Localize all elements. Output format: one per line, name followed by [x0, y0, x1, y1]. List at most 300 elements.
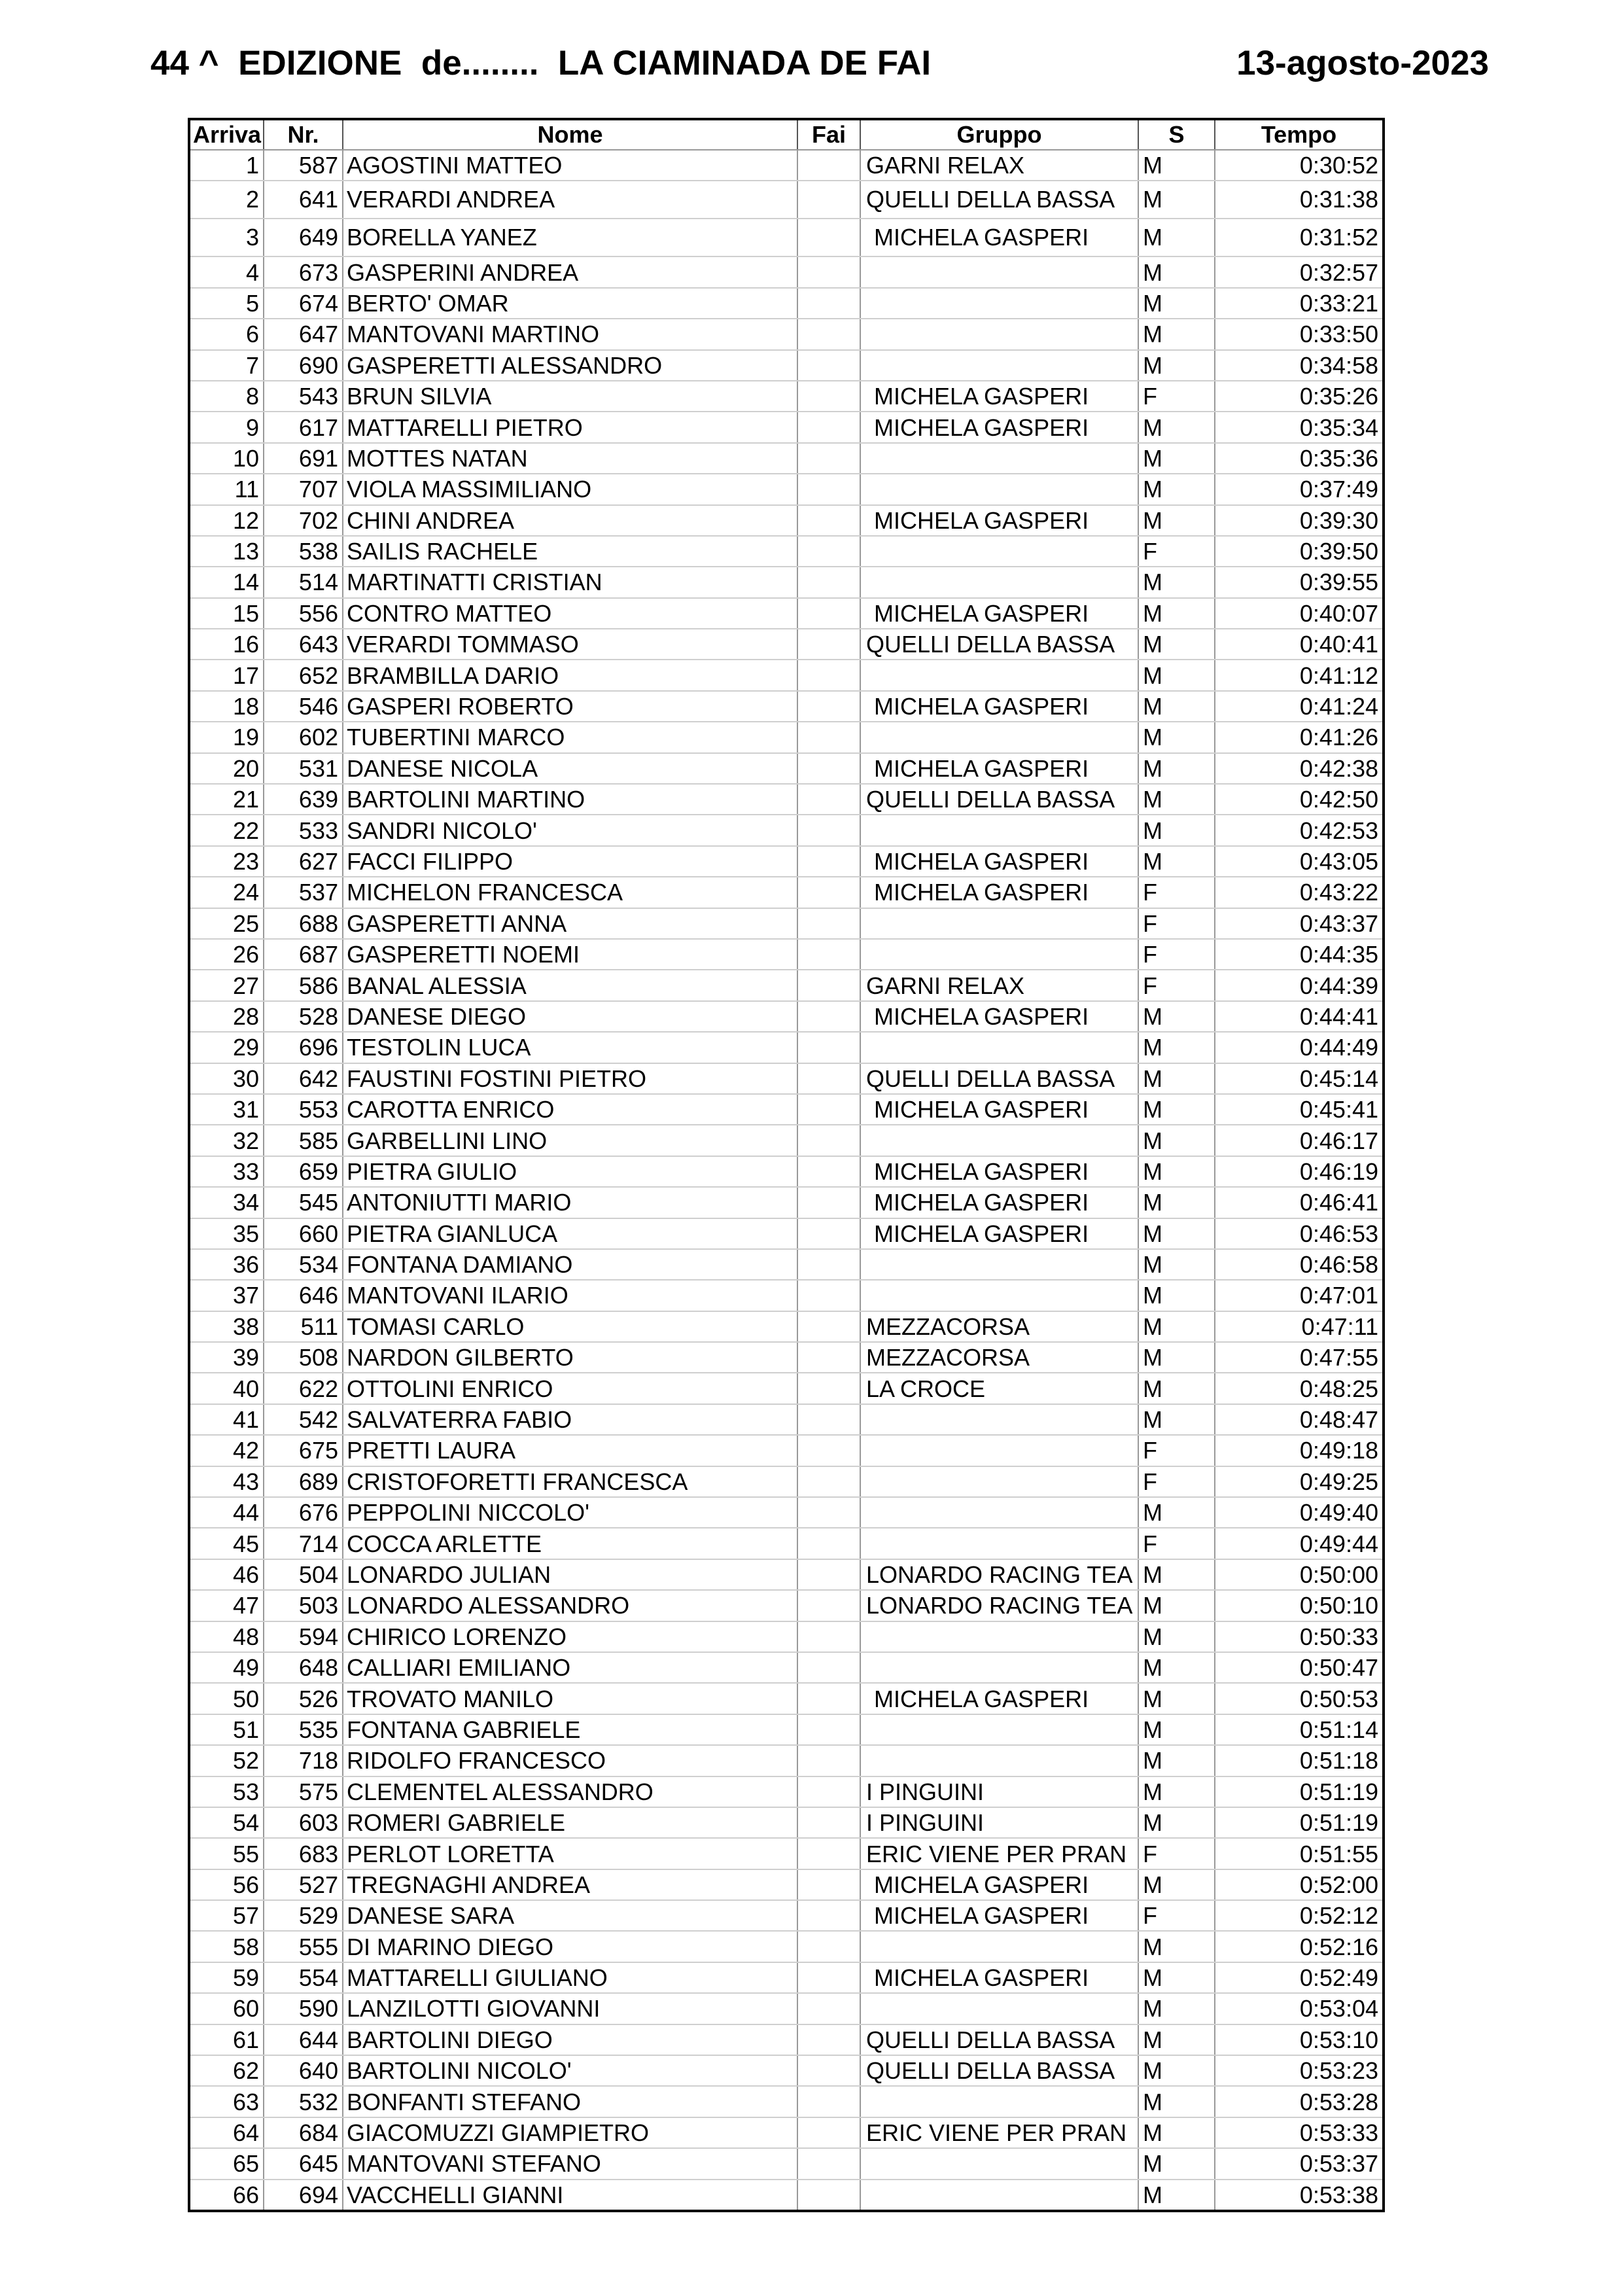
cell-nome: BRAMBILLA DARIO — [343, 660, 797, 690]
cell-sesso: M — [1138, 1094, 1215, 1125]
cell-nome: CALLIARI EMILIANO — [343, 1652, 797, 1683]
cell-nr: 683 — [264, 1838, 343, 1869]
cell-arrivo: 60 — [189, 1993, 264, 2024]
cell-arrivo: 34 — [189, 1187, 264, 1218]
cell-gruppo: MICHELA GASPERI — [860, 1683, 1138, 1714]
table-header-row — [189, 119, 1384, 150]
cell-fai — [797, 2148, 860, 2179]
cell-tempo: 0:51:18 — [1215, 1745, 1384, 1776]
col-header-arrivo: Arriva — [189, 119, 264, 150]
cell-nome: VACCHELLI GIANNI — [343, 2180, 797, 2211]
cell-nome: TUBERTINI MARCO — [343, 722, 797, 752]
cell-fai — [797, 2055, 860, 2086]
results-body — [189, 150, 1384, 2211]
cell-arrivo: 15 — [189, 598, 264, 629]
cell-nome: VERARDI ANDREA — [343, 181, 797, 219]
cell-arrivo: 64 — [189, 2117, 264, 2148]
cell-nr: 694 — [264, 2180, 343, 2211]
cell-nr: 649 — [264, 219, 343, 256]
table-row — [189, 1838, 1384, 1869]
cell-tempo: 0:47:11 — [1215, 1311, 1384, 1342]
cell-nr: 714 — [264, 1528, 343, 1559]
cell-arrivo: 62 — [189, 2055, 264, 2086]
cell-fai — [797, 256, 860, 287]
cell-sesso: M — [1138, 2180, 1215, 2211]
cell-fai — [797, 474, 860, 504]
cell-fai — [797, 181, 860, 219]
table-row — [189, 1466, 1384, 1497]
cell-sesso: M — [1138, 1652, 1215, 1683]
cell-sesso: M — [1138, 1063, 1215, 1094]
table-row — [189, 381, 1384, 412]
cell-arrivo: 57 — [189, 1900, 264, 1931]
cell-tempo: 0:42:50 — [1215, 784, 1384, 815]
cell-nr: 553 — [264, 1094, 343, 1125]
table-row — [189, 1156, 1384, 1187]
cell-sesso: F — [1138, 1838, 1215, 1869]
cell-nome: NARDON GILBERTO — [343, 1342, 797, 1373]
cell-tempo: 0:50:33 — [1215, 1621, 1384, 1652]
cell-sesso: M — [1138, 2024, 1215, 2055]
cell-sesso: M — [1138, 1001, 1215, 1032]
cell-nr: 545 — [264, 1187, 343, 1218]
cell-arrivo: 47 — [189, 1590, 264, 1621]
cell-nome: PERLOT LORETTA — [343, 1838, 797, 1869]
cell-nome: CLEMENTEL ALESSANDRO — [343, 1776, 797, 1807]
cell-tempo: 0:51:19 — [1215, 1807, 1384, 1838]
cell-fai — [797, 722, 860, 752]
cell-nr: 622 — [264, 1373, 343, 1404]
cell-gruppo: MICHELA GASPERI — [860, 598, 1138, 629]
cell-gruppo — [860, 1280, 1138, 1311]
cell-nome: PIETRA GIULIO — [343, 1156, 797, 1187]
cell-gruppo: QUELLI DELLA BASSA — [860, 2024, 1138, 2055]
cell-fai — [797, 691, 860, 722]
cell-fai — [797, 567, 860, 597]
cell-fai — [797, 1714, 860, 1745]
col-header-nr: Nr. — [264, 119, 343, 150]
cell-sesso: M — [1138, 1342, 1215, 1373]
cell-gruppo: QUELLI DELLA BASSA — [860, 1063, 1138, 1094]
cell-sesso: M — [1138, 722, 1215, 752]
cell-gruppo — [860, 1652, 1138, 1683]
cell-gruppo — [860, 443, 1138, 474]
cell-tempo: 0:44:41 — [1215, 1001, 1384, 1032]
cell-nome: DANESE SARA — [343, 1900, 797, 1931]
table-row — [189, 1714, 1384, 1745]
cell-sesso: M — [1138, 319, 1215, 349]
cell-nr: 646 — [264, 1280, 343, 1311]
cell-nome: CHIRICO LORENZO — [343, 1621, 797, 1652]
cell-nr: 555 — [264, 1931, 343, 1962]
cell-tempo: 0:31:52 — [1215, 219, 1384, 256]
cell-fai — [797, 1156, 860, 1187]
cell-sesso: M — [1138, 1714, 1215, 1745]
cell-fai — [797, 2024, 860, 2055]
cell-nr: 689 — [264, 1466, 343, 1497]
cell-tempo: 0:46:17 — [1215, 1125, 1384, 1156]
cell-gruppo — [860, 1745, 1138, 1776]
cell-tempo: 0:39:30 — [1215, 505, 1384, 536]
cell-arrivo: 56 — [189, 1869, 264, 1900]
cell-nome: MANTOVANI STEFANO — [343, 2148, 797, 2179]
table-row — [189, 970, 1384, 1000]
cell-fai — [797, 350, 860, 381]
cell-fai — [797, 660, 860, 690]
table-row — [189, 1063, 1384, 1094]
table-row — [189, 1373, 1384, 1404]
cell-arrivo: 58 — [189, 1931, 264, 1962]
cell-fai — [797, 1683, 860, 1714]
cell-nome: GASPERETTI ALESSANDRO — [343, 350, 797, 381]
cell-sesso: M — [1138, 629, 1215, 660]
cell-gruppo — [860, 1466, 1138, 1497]
cell-sesso: M — [1138, 1156, 1215, 1187]
cell-gruppo: ERIC VIENE PER PRAN — [860, 1838, 1138, 1869]
cell-fai — [797, 815, 860, 845]
cell-nr: 647 — [264, 319, 343, 349]
cell-sesso: M — [1138, 1931, 1215, 1962]
cell-nome: OTTOLINI ENRICO — [343, 1373, 797, 1404]
cell-sesso: F — [1138, 1528, 1215, 1559]
cell-nr: 645 — [264, 2148, 343, 2179]
cell-arrivo: 32 — [189, 1125, 264, 1156]
cell-nr: 652 — [264, 660, 343, 690]
cell-fai — [797, 1311, 860, 1342]
cell-gruppo: LONARDO RACING TEA — [860, 1559, 1138, 1590]
cell-gruppo: MICHELA GASPERI — [860, 846, 1138, 877]
cell-nome: PIETRA GIANLUCA — [343, 1218, 797, 1249]
col-header-fai: Fai — [797, 119, 860, 150]
table-row — [189, 1218, 1384, 1249]
cell-fai — [797, 381, 860, 412]
cell-tempo: 0:50:10 — [1215, 1590, 1384, 1621]
cell-nome: GASPERI ROBERTO — [343, 691, 797, 722]
cell-tempo: 0:41:12 — [1215, 660, 1384, 690]
cell-nr: 690 — [264, 350, 343, 381]
cell-sesso: M — [1138, 2086, 1215, 2117]
cell-sesso: M — [1138, 412, 1215, 442]
cell-tempo: 0:51:55 — [1215, 1838, 1384, 1869]
table-row — [189, 2148, 1384, 2179]
cell-sesso: M — [1138, 1187, 1215, 1218]
cell-arrivo: 22 — [189, 815, 264, 845]
cell-tempo: 0:43:22 — [1215, 877, 1384, 908]
table-row — [189, 474, 1384, 504]
cell-sesso: F — [1138, 939, 1215, 970]
cell-arrivo: 43 — [189, 1466, 264, 1497]
cell-nr: 675 — [264, 1435, 343, 1466]
cell-fai — [797, 753, 860, 784]
cell-sesso: M — [1138, 443, 1215, 474]
cell-fai — [797, 939, 860, 970]
cell-nr: 639 — [264, 784, 343, 815]
cell-tempo: 0:49:25 — [1215, 1466, 1384, 1497]
cell-sesso: M — [1138, 1807, 1215, 1838]
cell-nome: GIACOMUZZI GIAMPIETRO — [343, 2117, 797, 2148]
cell-fai — [797, 1466, 860, 1497]
table-row — [189, 1032, 1384, 1063]
cell-fai — [797, 1559, 860, 1590]
cell-gruppo — [860, 1528, 1138, 1559]
table-row — [189, 567, 1384, 597]
cell-sesso: M — [1138, 1869, 1215, 1900]
cell-tempo: 0:30:52 — [1215, 150, 1384, 181]
table-row — [189, 505, 1384, 536]
cell-gruppo — [860, 1497, 1138, 1528]
table-row — [189, 598, 1384, 629]
cell-arrivo: 2 — [189, 181, 264, 219]
cell-nome: TESTOLIN LUCA — [343, 1032, 797, 1063]
cell-sesso: M — [1138, 2055, 1215, 2086]
cell-arrivo: 55 — [189, 1838, 264, 1869]
cell-sesso: M — [1138, 815, 1215, 845]
cell-nr: 643 — [264, 629, 343, 660]
table-row — [189, 877, 1384, 908]
cell-sesso: M — [1138, 256, 1215, 287]
cell-fai — [797, 505, 860, 536]
cell-fai — [797, 1187, 860, 1218]
cell-fai — [797, 1776, 860, 1807]
cell-gruppo — [860, 1249, 1138, 1280]
cell-nome: CONTRO MATTEO — [343, 598, 797, 629]
cell-tempo: 0:44:39 — [1215, 970, 1384, 1000]
cell-sesso: M — [1138, 1559, 1215, 1590]
cell-nome: FAUSTINI FOSTINI PIETRO — [343, 1063, 797, 1094]
table-row — [189, 1559, 1384, 1590]
cell-fai — [797, 908, 860, 939]
cell-nome: ANTONIUTTI MARIO — [343, 1187, 797, 1218]
cell-tempo: 0:41:26 — [1215, 722, 1384, 752]
cell-nr: 640 — [264, 2055, 343, 2086]
cell-sesso: M — [1138, 1621, 1215, 1652]
cell-sesso: M — [1138, 1962, 1215, 1993]
cell-sesso: M — [1138, 1280, 1215, 1311]
cell-arrivo: 46 — [189, 1559, 264, 1590]
cell-gruppo: QUELLI DELLA BASSA — [860, 629, 1138, 660]
cell-nome: GARBELLINI LINO — [343, 1125, 797, 1156]
cell-fai — [797, 2117, 860, 2148]
table-row — [189, 1900, 1384, 1931]
table-row — [189, 319, 1384, 349]
cell-tempo: 0:52:00 — [1215, 1869, 1384, 1900]
cell-gruppo: MICHELA GASPERI — [860, 1218, 1138, 1249]
cell-fai — [797, 1962, 860, 1993]
table-row — [189, 1528, 1384, 1559]
table-row — [189, 722, 1384, 752]
cell-tempo: 0:47:55 — [1215, 1342, 1384, 1373]
cell-fai — [797, 1652, 860, 1683]
cell-nome: GASPERINI ANDREA — [343, 256, 797, 287]
table-row — [189, 219, 1384, 256]
cell-nome: DANESE DIEGO — [343, 1001, 797, 1032]
cell-arrivo: 52 — [189, 1745, 264, 1776]
cell-sesso: M — [1138, 753, 1215, 784]
cell-tempo: 0:46:58 — [1215, 1249, 1384, 1280]
cell-tempo: 0:32:57 — [1215, 256, 1384, 287]
cell-sesso: M — [1138, 2117, 1215, 2148]
cell-nr: 528 — [264, 1001, 343, 1032]
cell-arrivo: 23 — [189, 846, 264, 877]
cell-tempo: 0:52:49 — [1215, 1962, 1384, 1993]
cell-nr: 504 — [264, 1559, 343, 1590]
cell-sesso: M — [1138, 2148, 1215, 2179]
cell-nr: 532 — [264, 2086, 343, 2117]
cell-gruppo: GARNI RELAX — [860, 970, 1138, 1000]
table-row — [189, 443, 1384, 474]
cell-nome: BARTOLINI DIEGO — [343, 2024, 797, 2055]
cell-fai — [797, 784, 860, 815]
cell-nr: 538 — [264, 536, 343, 567]
cell-arrivo: 8 — [189, 381, 264, 412]
cell-nr: 537 — [264, 877, 343, 908]
cell-tempo: 0:50:47 — [1215, 1652, 1384, 1683]
cell-sesso: M — [1138, 505, 1215, 536]
cell-fai — [797, 1931, 860, 1962]
cell-nr: 554 — [264, 1962, 343, 1993]
cell-gruppo — [860, 1404, 1138, 1435]
table-row — [189, 1652, 1384, 1683]
cell-arrivo: 31 — [189, 1094, 264, 1125]
cell-nr: 718 — [264, 1745, 343, 1776]
cell-gruppo — [860, 1125, 1138, 1156]
cell-tempo: 0:35:36 — [1215, 443, 1384, 474]
cell-nr: 659 — [264, 1156, 343, 1187]
cell-fai — [797, 1528, 860, 1559]
col-header-sesso: S — [1138, 119, 1215, 150]
cell-nr: 546 — [264, 691, 343, 722]
cell-fai — [797, 629, 860, 660]
cell-sesso: M — [1138, 474, 1215, 504]
table-row — [189, 256, 1384, 287]
cell-arrivo: 66 — [189, 2180, 264, 2211]
cell-nome: MANTOVANI ILARIO — [343, 1280, 797, 1311]
cell-nome: GASPERETTI ANNA — [343, 908, 797, 939]
col-header-gruppo: Gruppo — [860, 119, 1138, 150]
cell-arrivo: 59 — [189, 1962, 264, 1993]
cell-arrivo: 49 — [189, 1652, 264, 1683]
cell-gruppo: MICHELA GASPERI — [860, 877, 1138, 908]
cell-arrivo: 53 — [189, 1776, 264, 1807]
cell-gruppo: MEZZACORSA — [860, 1342, 1138, 1373]
cell-gruppo: I PINGUINI — [860, 1776, 1138, 1807]
cell-nr: 684 — [264, 2117, 343, 2148]
cell-fai — [797, 1497, 860, 1528]
cell-fai — [797, 1838, 860, 1869]
cell-nr: 529 — [264, 1900, 343, 1931]
cell-nome: BARTOLINI MARTINO — [343, 784, 797, 815]
cell-arrivo: 33 — [189, 1156, 264, 1187]
table-row — [189, 1435, 1384, 1466]
cell-sesso: M — [1138, 660, 1215, 690]
cell-fai — [797, 1001, 860, 1032]
table-row — [189, 1187, 1384, 1218]
cell-nr: 644 — [264, 2024, 343, 2055]
cell-nome: BORELLA YANEZ — [343, 219, 797, 256]
cell-arrivo: 65 — [189, 2148, 264, 2179]
cell-nome: BERTO' OMAR — [343, 288, 797, 319]
cell-sesso: M — [1138, 1311, 1215, 1342]
cell-nr: 688 — [264, 908, 343, 939]
cell-gruppo — [860, 350, 1138, 381]
cell-gruppo — [860, 474, 1138, 504]
cell-nome: VIOLA MASSIMILIANO — [343, 474, 797, 504]
cell-nome: SANDRI NICOLO' — [343, 815, 797, 845]
cell-arrivo: 21 — [189, 784, 264, 815]
table-row — [189, 1993, 1384, 2024]
cell-arrivo: 41 — [189, 1404, 264, 1435]
cell-nr: 602 — [264, 722, 343, 752]
cell-nr: 543 — [264, 381, 343, 412]
cell-tempo: 0:47:01 — [1215, 1280, 1384, 1311]
cell-arrivo: 24 — [189, 877, 264, 908]
cell-nome: SALVATERRA FABIO — [343, 1404, 797, 1435]
cell-tempo: 0:44:35 — [1215, 939, 1384, 970]
table-row — [189, 846, 1384, 877]
cell-gruppo — [860, 660, 1138, 690]
cell-fai — [797, 1900, 860, 1931]
cell-gruppo: QUELLI DELLA BASSA — [860, 181, 1138, 219]
cell-tempo: 0:52:16 — [1215, 1931, 1384, 1962]
cell-arrivo: 48 — [189, 1621, 264, 1652]
results-table — [188, 118, 1385, 2212]
cell-arrivo: 50 — [189, 1683, 264, 1714]
cell-nr: 511 — [264, 1311, 343, 1342]
cell-tempo: 0:43:05 — [1215, 846, 1384, 877]
cell-tempo: 0:51:14 — [1215, 1714, 1384, 1745]
cell-nr: 660 — [264, 1218, 343, 1249]
cell-sesso: M — [1138, 1745, 1215, 1776]
cell-nr: 641 — [264, 181, 343, 219]
event-date: 13-agosto-2023 — [1236, 44, 1489, 82]
cell-nr: 556 — [264, 598, 343, 629]
cell-sesso: M — [1138, 567, 1215, 597]
cell-tempo: 0:43:37 — [1215, 908, 1384, 939]
cell-tempo: 0:52:12 — [1215, 1900, 1384, 1931]
cell-gruppo: MICHELA GASPERI — [860, 505, 1138, 536]
cell-nr: 673 — [264, 256, 343, 287]
cell-arrivo: 36 — [189, 1249, 264, 1280]
cell-sesso: M — [1138, 1590, 1215, 1621]
cell-nome: ROMERI GABRIELE — [343, 1807, 797, 1838]
cell-fai — [797, 319, 860, 349]
cell-nr: 707 — [264, 474, 343, 504]
cell-tempo: 0:42:53 — [1215, 815, 1384, 845]
cell-nr: 503 — [264, 1590, 343, 1621]
cell-gruppo: MICHELA GASPERI — [860, 1869, 1138, 1900]
cell-nome: TOMASI CARLO — [343, 1311, 797, 1342]
cell-gruppo: MICHELA GASPERI — [860, 1094, 1138, 1125]
cell-nr: 702 — [264, 505, 343, 536]
cell-gruppo — [860, 722, 1138, 752]
cell-nr: 642 — [264, 1063, 343, 1094]
cell-gruppo: MICHELA GASPERI — [860, 1156, 1138, 1187]
cell-tempo: 0:41:24 — [1215, 691, 1384, 722]
cell-fai — [797, 1280, 860, 1311]
cell-sesso: F — [1138, 1900, 1215, 1931]
cell-arrivo: 7 — [189, 350, 264, 381]
cell-tempo: 0:48:25 — [1215, 1373, 1384, 1404]
cell-nome: FONTANA DAMIANO — [343, 1249, 797, 1280]
cell-tempo: 0:53:33 — [1215, 2117, 1384, 2148]
cell-nome: CRISTOFORETTI FRANCESCA — [343, 1466, 797, 1497]
cell-sesso: M — [1138, 1218, 1215, 1249]
cell-fai — [797, 877, 860, 908]
table-row — [189, 536, 1384, 567]
cell-sesso: M — [1138, 1683, 1215, 1714]
cell-fai — [797, 1993, 860, 2024]
table-row — [189, 1962, 1384, 1993]
